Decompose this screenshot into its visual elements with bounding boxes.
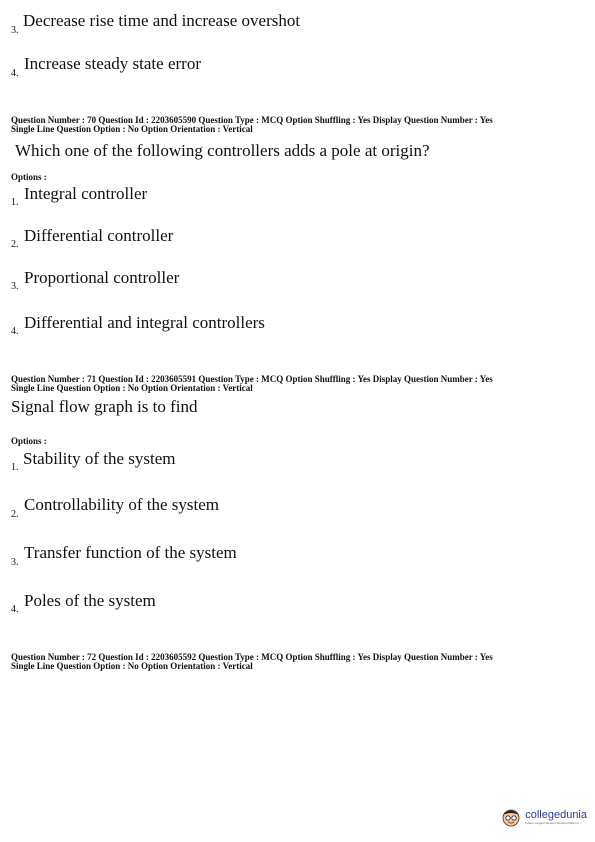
option-text: Decrease rise time and increase overshot [23,11,301,30]
option-number: 3. [11,557,19,568]
option-number: 1. [11,197,19,208]
option-text: Stability of the system [23,449,176,468]
question-text: Which one of the following controllers adds a pole at origin? [15,141,430,160]
option-number: 3. [11,281,19,292]
mascot-icon [500,806,522,828]
question-meta: Question Number : 71 Question Id : 2203605591 Question Type : MCQ Option Shuffling : Yes Display Question Number : Yes [11,374,493,384]
option-text: Integral controller [24,184,148,203]
option-number: 4. [11,326,19,337]
option-number: 4. [11,604,19,615]
question-text: Signal flow graph is to find [11,397,198,416]
option-number: 4. [11,68,19,79]
option-text: Differential controller [24,226,174,245]
options-label: Options : [11,436,47,446]
option-text: Differential and integral controllers [24,313,265,332]
option-number: 3. [11,25,19,36]
option-number: 1. [11,462,19,473]
collegedunia-logo [500,806,587,828]
question-meta: Question Number : 72 Question Id : 2203605592 Question Type : MCQ Option Shuffling : Yes Display Question Number : Yes [11,652,493,662]
option-number: 2. [11,239,19,250]
option-text: Transfer function of the system [24,543,237,562]
option-text: Proportional controller [24,268,180,287]
question-meta: Single Line Question Option : No Option Orientation : Vertical [11,661,253,671]
option-text: Poles of the system [24,591,156,610]
question-meta: Question Number : 70 Question Id : 2203605590 Question Type : MCQ Option Shuffling : Yes Display Question Number : Yes [11,115,493,125]
question-meta: Single Line Question Option : No Option Orientation : Vertical [11,383,253,393]
logo-name: collegedunia [525,808,587,821]
option-text: Controllability of the system [24,495,220,514]
question-meta: Single Line Question Option : No Option Orientation : Vertical [11,124,253,134]
option-text: Increase steady state error [24,54,201,73]
logo-tagline: India's Largest Student Review Platform [525,820,579,825]
options-label: Options : [11,172,47,182]
option-number: 2. [11,509,19,520]
